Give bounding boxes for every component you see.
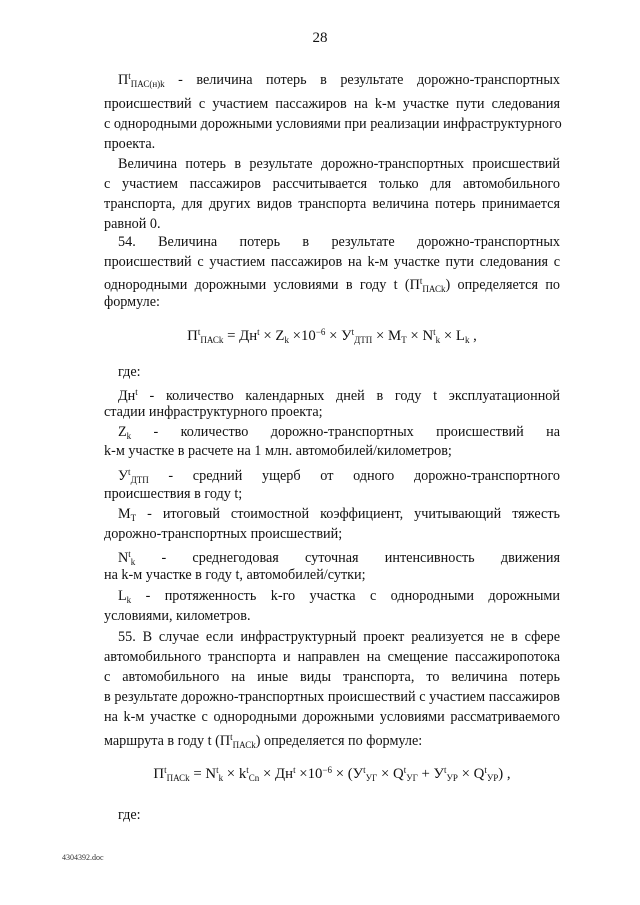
paragraph-line: однородными дорожными условиями в году t $(\Pi^t_{ПАСk})$ определяется по bbox=[104, 276, 561, 294]
paragraph-line: Величина потерь в результате дорожно-транспортных происшествий bbox=[118, 156, 560, 172]
definition-line: стадии инфраструктурного проекта; bbox=[104, 404, 323, 420]
paragraph-line: автомобильного транспорта и направлен на смещение пассажиропотока bbox=[104, 649, 560, 665]
paragraph-line: в результате дорожно-транспортных происшествий с участием пассажиров bbox=[104, 689, 560, 705]
paragraph-line: где: bbox=[118, 807, 141, 823]
paragraph-line: происшествий с участием пассажиров на k-м участке пути следования с bbox=[104, 254, 560, 270]
footer-filename: 4304392.doc bbox=[62, 853, 104, 862]
definition-line: k-м участке в расчете на 1 млн. автомобилей/километров; bbox=[104, 443, 452, 459]
paragraph-line: маршрута в году t $(\Pi^t_{ПАСk})$ определяется по формуле: bbox=[104, 732, 423, 750]
definition-line: $Z_k$ - количество дорожно-транспортных происшествий на bbox=[118, 424, 560, 441]
paragraph-line: проекта. bbox=[104, 136, 156, 152]
definition-line: $М_T$ - итоговый стоимостной коэффициент, учитывающий тяжесть bbox=[118, 506, 560, 523]
paragraph-line: на k-м участке с однородными дорожными условиями рассматриваемого bbox=[104, 709, 560, 725]
paragraph-line: $\Pi^t_{ПАС(н)k}$ - величина потерь в результате дорожно-транспортных bbox=[118, 71, 560, 89]
paragraph-line: 54. Величина потерь в результате дорожно-транспортных bbox=[118, 234, 560, 250]
definition-line: $L_k$ - протяженность k-го участка с однородными дорожными bbox=[118, 588, 560, 605]
definition-line: $Дн^t$ - количество календарных дней в году t эксплуатационной bbox=[118, 387, 560, 404]
paragraph-line: с участием пассажиров рассчитывается только для автомобильного bbox=[104, 176, 560, 192]
paragraph-line: 55. В случае если инфраструктурный проект реализуется не в сфере bbox=[118, 629, 560, 645]
definition-line: условиями, километров. bbox=[104, 608, 251, 624]
formula-1: $\Pi^t_{ПАСk} = Дн^t \times Z_k \times 10^{-6} \times У^t_{ДТП} \times М_T \times N^t_k \times L_k$ , bbox=[187, 327, 477, 345]
formula-2: $\Pi^t_{ПАСk} = N^t_k \times k^t_{Cn} \times Дн^t \times 10^{-6} \times (У^t_{УГ} \times Q^t_{УГ} + У^t_{УР} \times Q^t_{УР})$ , bbox=[153, 765, 511, 783]
definition-line: происшествия в году t; bbox=[104, 486, 243, 502]
paragraph-line: с однородными дорожными условиями при реализации инфраструктурного bbox=[104, 116, 562, 132]
definition-line: на k-м участке в году t, автомобилей/сутки; bbox=[104, 567, 366, 583]
definition-line: дорожно-транспортных происшествий; bbox=[104, 526, 343, 542]
paragraph-line: транспорта, для других видов транспорта величина потерь принимается bbox=[104, 196, 560, 212]
definition-line: $У^t_{ДТП}$ - средний ущерб от одного дорожно-транспортного bbox=[118, 467, 560, 485]
paragraph-line: формуле: bbox=[104, 294, 160, 310]
paragraph-line: равной 0. bbox=[104, 216, 161, 232]
page-number: 28 bbox=[312, 30, 328, 46]
paragraph-line: с автомобильного на иные виды транспорта, то величина потерь bbox=[104, 669, 560, 685]
definition-line: $N^t_k$ - среднегодовая суточная интенсивность движения bbox=[118, 549, 560, 567]
paragraph-line: где: bbox=[118, 364, 141, 380]
paragraph-line: происшествий с участием пассажиров на k-м участке пути следования bbox=[104, 96, 560, 112]
